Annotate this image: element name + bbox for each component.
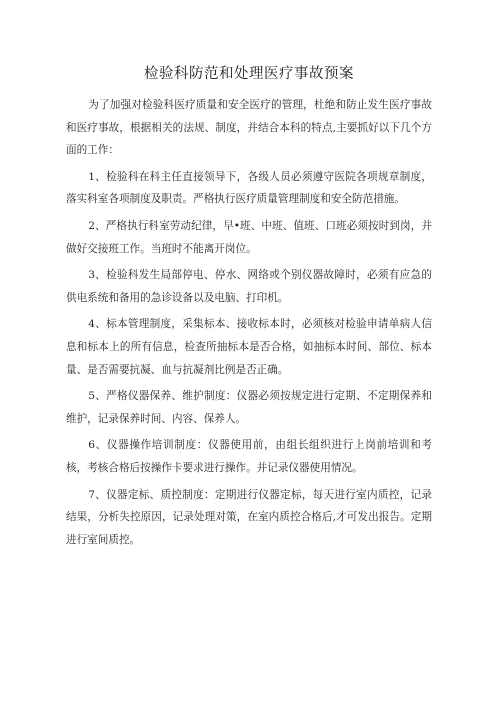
rule-paragraph-4: 4、标本管理制度，采集标本、接收标本时，必须核对检验申请单病人信息和标本上的所有信息，检查所抽标本是否合格，如抽标本时间、部位、标本量、是否需要抗凝、血与抗凝剂比例是否正确。 [66,318,432,376]
document-title: 检验科防范和处理医疗事故预案 [144,66,354,82]
rule-paragraph-3: 3、检验科发生局部停电、停水、网络或个别仪器故障时，必须有应急的供电系统和备用的急诊设备以及电脑、打印机。 [66,269,432,304]
rule-paragraph-5: 5、严格仪器保养、维护制度：仪器必须按规定进行定期、不定期保养和维护，记录保养时间、内容、保养人。 [66,390,432,425]
rule-paragraph-7: 7、仪器定标、质控制度：定期进行仪器定标，每天进行室内质控，记录结果，分析失控原因，记录处理对策，在室内质控合格后,才可发出报告。定期进行室间质控。 [66,488,432,546]
rule-paragraph-2: 2、严格执行科室劳动纪律，早•班、中班、值班、口班必须按时到岗，并做好交接班工作。当班时不能离开岗位。 [66,219,432,255]
rule-paragraph-1: 1、检验科在科主任直接领导下，各级人员必须遵守医院各项规章制度，落实科室各项制度及职责。严格执行医疗质量管理制度和安全防范措施。 [66,170,432,206]
rule-paragraph-6: 6、仪器操作培训制度：仪器使用前，由组长组织进行上岗前培训和考核，考核合格后按操作卡要求进行操作。并记录仪器使用情况。 [66,439,432,474]
intro-paragraph: 为了加强对检验科医疗质量和安全医疗的管理，杜绝和防止发生医疗事故和医疗事故，根据相关的法规、制度，并结合本科的特点,主要抓好以下几个方面的工作： [66,99,432,157]
